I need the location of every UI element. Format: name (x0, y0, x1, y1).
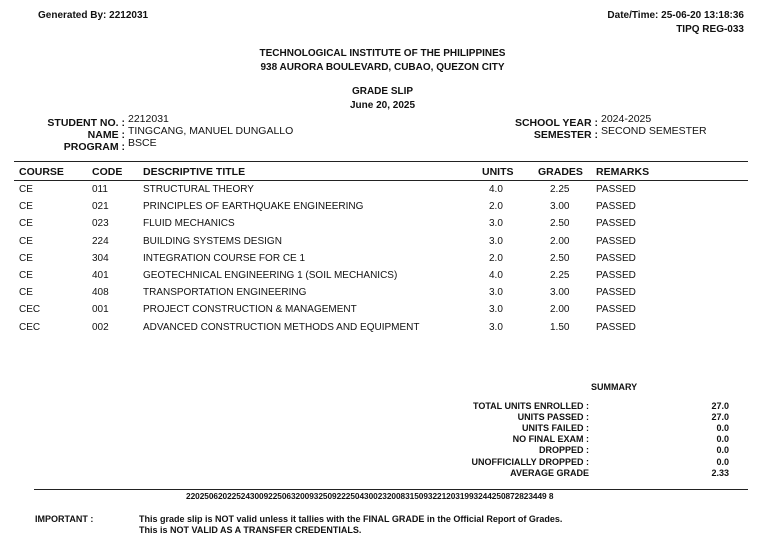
table-row (0, 253, 765, 267)
document-title: GRADE SLIP (351, 86, 414, 97)
cell-course: CEC (19, 304, 41, 316)
cell-remarks: PASSED (596, 218, 636, 230)
datetime-value: 25-06-20 13:18:36 (661, 10, 744, 21)
cell-code: 002 (92, 321, 109, 333)
institution-address: 938 AURORA BOULEVARD, CUBAO, QUEZON CITY (260, 62, 505, 73)
datetime-label: Date/Time: (607, 10, 659, 21)
cell-code: 224 (92, 235, 109, 247)
cell-units: 3.0 (489, 304, 503, 316)
cell-grade: 2.25 (550, 270, 570, 281)
summary-value: 2.33 (711, 467, 729, 478)
cell-title: PROJECT CONSTRUCTION & MANAGEMENT (143, 304, 357, 316)
cell-code: 023 (92, 218, 109, 230)
summary-label: TOTAL UNITS ENROLLED : (473, 401, 589, 411)
cell-title: BUILDING SYSTEMS DESIGN (143, 235, 282, 247)
cell-grade: 2.25 (550, 184, 570, 195)
summary-value: 0.0 (716, 434, 729, 445)
cell-course: CEC (19, 321, 41, 333)
school-year-label: SCHOOL YEAR : (514, 117, 598, 129)
footer-rule (34, 489, 748, 490)
cell-grade: 2.00 (550, 304, 570, 316)
header-grades: GRADES (538, 166, 583, 178)
institution-name: TECHNOLOGICAL INSTITUTE OF THE PHILIPPINES (259, 48, 506, 59)
important-line-1: This grade slip is NOT valid unless it tallies with the FINAL GRADE in the Official Report of Grades. (139, 514, 563, 524)
generated-by (38, 10, 148, 21)
cell-title: GEOTECHNICAL ENGINEERING 1 (SOIL MECHANICS) (143, 270, 398, 281)
cell-title: PRINCIPLES OF EARTHQUAKE ENGINEERING (143, 201, 364, 213)
summary-label: DROPPED : (538, 445, 589, 456)
cell-course: CE (19, 184, 33, 195)
cell-course: CE (19, 287, 33, 299)
cell-remarks: PASSED (596, 287, 636, 299)
name-label: NAME : (87, 129, 125, 141)
table-row (0, 184, 765, 198)
cell-remarks: PASSED (596, 321, 636, 333)
semester-label: SEMESTER : (533, 129, 598, 141)
header-code: CODE (92, 166, 123, 178)
cell-units: 2.0 (489, 252, 503, 264)
cell-remarks: PASSED (596, 184, 636, 195)
cell-units: 4.0 (489, 270, 503, 281)
cell-grade: 2.50 (550, 252, 570, 264)
generated-by-value: 2212031 (109, 10, 149, 21)
table-top-rule (14, 161, 748, 162)
cell-remarks: PASSED (596, 235, 636, 247)
cell-units: 4.0 (489, 184, 503, 195)
verification-code: 2202506202252430092250632009325092225043002320083150932212031993244250872823449 8 (186, 491, 554, 501)
cell-code: 304 (92, 252, 109, 264)
summary-label: UNITS FAILED : (522, 423, 589, 434)
table-row (0, 201, 765, 215)
cell-course: CE (19, 252, 33, 264)
cell-course: CE (19, 218, 33, 230)
semester-value: SECOND SEMESTER (601, 125, 707, 137)
cell-grade: 2.00 (550, 235, 570, 247)
cell-code: 021 (92, 201, 109, 213)
summary-value: 27.0 (711, 401, 729, 411)
cell-title: STRUCTURAL THEORY (143, 184, 254, 195)
document-date: June 20, 2025 (349, 100, 416, 111)
header-course: COURSE (19, 166, 64, 178)
summary-label: UNITS PASSED : (517, 412, 589, 423)
cell-remarks: PASSED (596, 201, 636, 213)
important-line-2: This is NOT VALID AS A TRANSFER CREDENTIALS. (139, 525, 362, 535)
program-value: BSCE (128, 137, 157, 149)
cell-title: FLUID MECHANICS (143, 218, 235, 230)
cell-remarks: PASSED (596, 304, 636, 316)
important-label: IMPORTANT : (35, 514, 94, 524)
summary-value: 27.0 (711, 412, 729, 423)
table-header (0, 166, 765, 180)
header-units: UNITS (482, 166, 514, 178)
table-row (0, 270, 765, 284)
cell-units: 3.0 (489, 287, 503, 299)
cell-course: CE (19, 201, 33, 213)
generated-by-label: Generated By: (38, 10, 107, 21)
cell-code: 011 (92, 184, 108, 195)
name-value: TINGCANG, MANUEL DUNGALLO (128, 125, 294, 137)
student-no-label: STUDENT NO. : (47, 117, 125, 129)
cell-remarks: PASSED (596, 252, 636, 264)
summary-value: 0.0 (716, 456, 729, 467)
summary-label: UNOFFICIALLY DROPPED : (471, 456, 589, 467)
summary-title: SUMMARY (591, 382, 638, 392)
cell-title: TRANSPORTATION ENGINEERING (143, 287, 307, 299)
table-row (0, 304, 765, 318)
table-row (0, 236, 765, 250)
school-year-value: 2024-2025 (601, 113, 652, 125)
cell-code: 401 (92, 270, 109, 281)
cell-units: 2.0 (489, 201, 503, 213)
datetime (607, 10, 744, 21)
program-label: PROGRAM : (63, 141, 125, 153)
cell-title: ADVANCED CONSTRUCTION METHODS AND EQUIPMENT (143, 321, 420, 333)
cell-code: 408 (92, 287, 109, 299)
table-row (0, 218, 765, 232)
header-remarks: REMARKS (596, 166, 650, 178)
cell-course: CE (19, 270, 33, 281)
cell-units: 3.0 (489, 235, 503, 247)
cell-units: 3.0 (489, 321, 503, 333)
cell-grade: 3.00 (550, 201, 570, 213)
student-no-value: 2212031 (128, 113, 169, 125)
summary-value: 0.0 (716, 445, 729, 456)
table-header-rule (14, 180, 748, 181)
table-row (0, 322, 765, 336)
summary-value: 0.0 (716, 423, 729, 434)
cell-units: 3.0 (489, 218, 503, 230)
cell-grade: 1.50 (550, 321, 570, 333)
summary-label: AVERAGE GRADE (510, 467, 589, 478)
cell-title: INTEGRATION COURSE FOR CE 1 (143, 252, 306, 264)
form-code: TIPQ REG-033 (676, 24, 744, 35)
cell-remarks: PASSED (596, 270, 636, 281)
cell-grade: 3.00 (550, 287, 570, 299)
cell-grade: 2.50 (550, 218, 570, 230)
cell-code: 001 (92, 304, 109, 316)
header-title: DESCRIPTIVE TITLE (143, 166, 246, 178)
summary-label: NO FINAL EXAM : (512, 434, 589, 445)
cell-course: CE (19, 235, 33, 247)
table-row (0, 287, 765, 301)
